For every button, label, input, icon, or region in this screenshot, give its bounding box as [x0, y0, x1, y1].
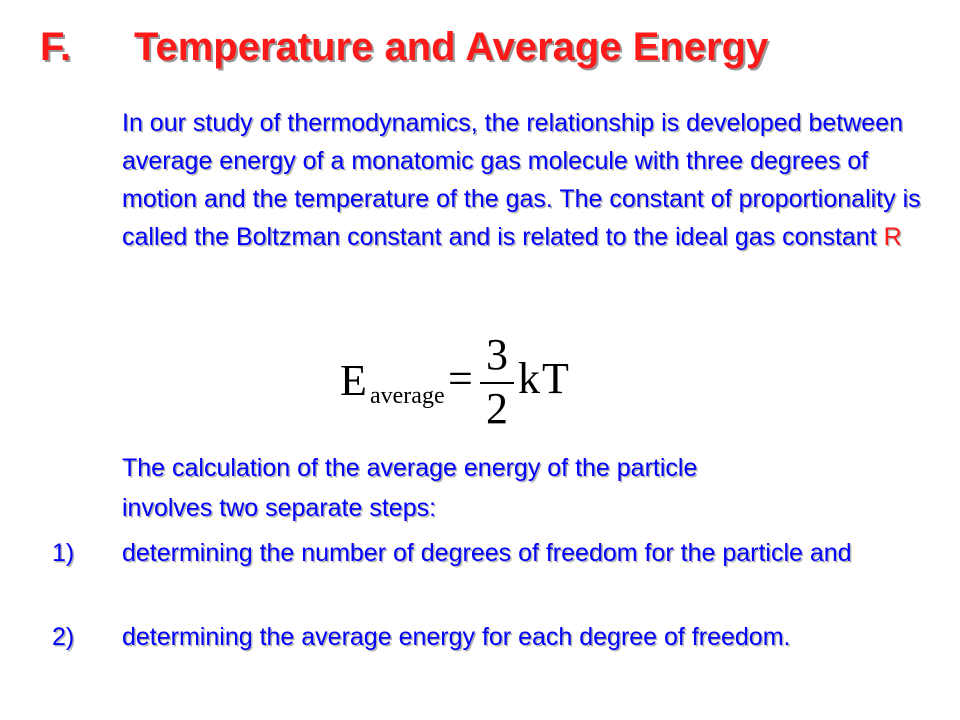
equation-equals-sign: = [448, 354, 473, 403]
calculation-paragraph [122, 448, 922, 528]
list-item-marker: 1) [52, 539, 75, 567]
equation-energy-subscript: average [370, 383, 445, 409]
intro-paragraph-text: In our study of thermodynamics, the relationship is developed between average energy of a monatomic gas molecule with three degrees of motion and the temperature of the gas. The constant of proportionality is called the Boltzman constant and is related to the ideal gas constant [122, 109, 921, 251]
intro-paragraph [122, 104, 922, 256]
list-item-marker: 2) [52, 623, 75, 651]
title-text: Temperature and Average Energy [134, 25, 769, 69]
list-item-text: determining the number of degrees of freedom for the particle and [122, 539, 852, 567]
equation-fraction-numerator: 3 [486, 330, 508, 379]
list-item-text: determining the average energy for each degree of freedom. [122, 623, 791, 651]
calculation-paragraph-line-1: The calculation of the average energy of the particle [122, 454, 698, 482]
calculation-paragraph-line-2: involves two separate steps: [122, 494, 437, 522]
equation-boltzmann-constant: k [518, 354, 540, 403]
equation-energy-symbol: E [340, 356, 367, 405]
slide-title [40, 22, 768, 72]
average-energy-equation [340, 330, 600, 436]
gas-constant-symbol: R [883, 223, 902, 251]
equation-fraction-denominator: 2 [486, 384, 508, 433]
title-number: F. [40, 25, 72, 69]
equation-temperature-variable: T [542, 354, 569, 403]
